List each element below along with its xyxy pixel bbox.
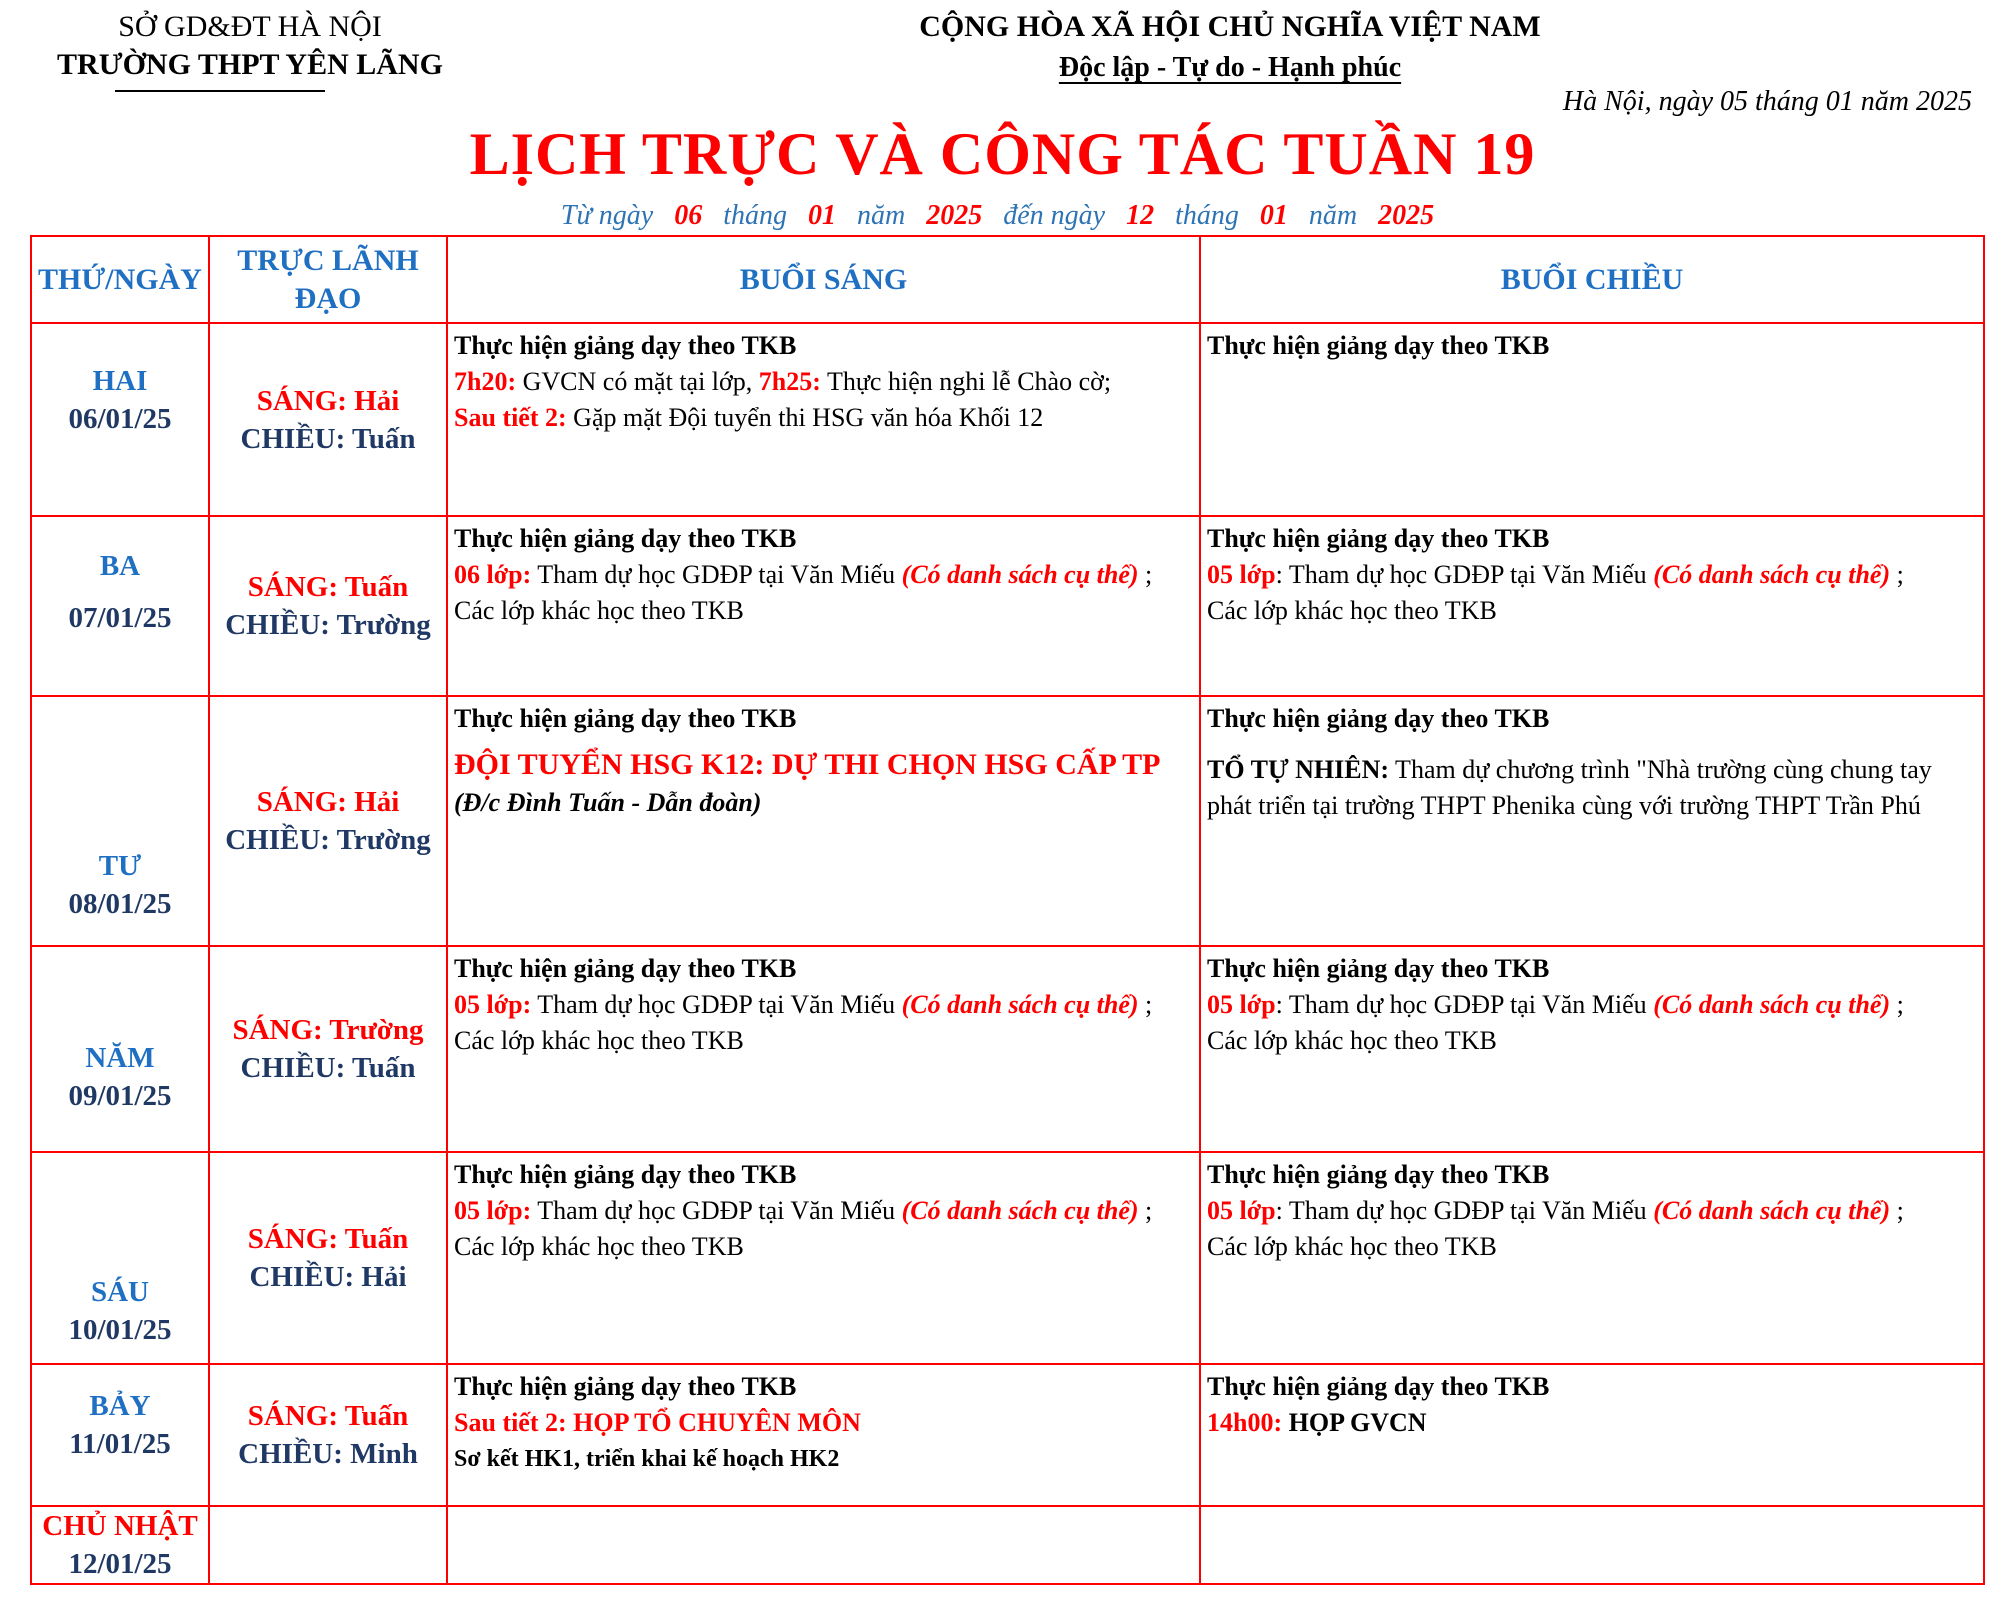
class-count: 05 lớp bbox=[1207, 560, 1276, 589]
day-name: NĂM bbox=[85, 1042, 155, 1074]
table-row bbox=[31, 1364, 1984, 1506]
table-row bbox=[31, 946, 1984, 1152]
table-header-row bbox=[31, 236, 1984, 323]
duty-cell bbox=[209, 1152, 447, 1364]
morning-duty-name: Tuấn bbox=[344, 571, 409, 603]
list-note: (Có danh sách cụ thể) bbox=[1653, 560, 1891, 589]
day-name: HAI bbox=[92, 365, 148, 397]
day-date: 06/01/25 bbox=[68, 403, 172, 435]
month-label: tháng bbox=[1175, 200, 1239, 231]
activity-text: Tham dự học GDĐP tại Văn Miếu bbox=[1282, 1196, 1654, 1225]
from-day: 06 bbox=[674, 200, 703, 231]
school-underline bbox=[115, 90, 325, 92]
school-name: TRƯỜNG THPT YÊN LÃNG bbox=[57, 48, 443, 81]
morning-prefix: SÁNG: bbox=[247, 1223, 345, 1255]
afternoon-duty-name: Tuấn bbox=[352, 422, 416, 455]
activity-line bbox=[454, 400, 1193, 436]
afternoon-duty-name: Trường bbox=[336, 609, 431, 641]
afternoon-activity bbox=[1200, 1364, 1984, 1506]
exam-leader: (Đ/c Đình Tuấn - Dẫn đoàn) bbox=[454, 788, 762, 817]
morning-duty bbox=[210, 1220, 446, 1258]
place-date: Hà Nội, ngày 05 tháng 01 năm 2025 bbox=[1562, 86, 1972, 117]
afternoon-duty bbox=[210, 1258, 446, 1296]
afternoon-prefix: CHIỀU: bbox=[225, 609, 337, 641]
separator: ; bbox=[1138, 560, 1153, 589]
duty-cell bbox=[209, 946, 447, 1152]
day-cell bbox=[31, 516, 209, 696]
teach-line: Thực hiện giảng dạy theo TKB bbox=[1207, 1160, 1550, 1189]
page-title: LỊCH TRỰC VÀ CÔNG TÁC TUẦN 19 bbox=[469, 121, 1536, 187]
day-cell bbox=[31, 323, 209, 516]
activity-line bbox=[1207, 1405, 1977, 1441]
meeting-line: Sau tiết 2: HỌP TỔ CHUYÊN MÔN bbox=[454, 1408, 861, 1437]
morning-duty bbox=[210, 1397, 446, 1435]
day-name: BA bbox=[99, 550, 141, 582]
afternoon-duty bbox=[210, 1435, 446, 1473]
morning-activity bbox=[447, 696, 1200, 946]
morning-duty-name: Hải bbox=[354, 786, 400, 818]
afternoon-duty-name: Trường bbox=[336, 824, 431, 856]
group-label: TỔ TỰ NHIÊN: bbox=[1207, 755, 1390, 784]
day-cell bbox=[31, 1506, 209, 1584]
activity-text: Tham dự học GDĐP tại Văn Miếu bbox=[531, 1196, 902, 1225]
separator: ; bbox=[1890, 560, 1904, 589]
exam-event: ĐỘI TUYỂN HSG K12: DỰ THI CHỌN HSG CẤP TP bbox=[454, 748, 1161, 781]
to-label: đến ngày bbox=[1003, 200, 1106, 231]
time-label: 7h20: bbox=[454, 367, 517, 396]
activity-text: Tham dự học GDĐP tại Văn Miếu bbox=[1282, 990, 1654, 1019]
activity-line: Các lớp khác học theo TKB bbox=[454, 1026, 744, 1055]
meeting-note: Sơ kết HK1, triển khai kế hoạch HK2 bbox=[454, 1446, 840, 1472]
activity-text: Gặp mặt Đội tuyển thi HSG văn hóa Khối 12 bbox=[566, 403, 1044, 432]
day-date: 11/01/25 bbox=[69, 1428, 171, 1460]
activity-text: GVCN có mặt tại lớp, bbox=[516, 367, 759, 396]
year-label: năm bbox=[856, 200, 906, 231]
from-month: 01 bbox=[807, 200, 836, 231]
morning-activity bbox=[447, 946, 1200, 1152]
col-header-morning: BUỔI SÁNG bbox=[447, 236, 1200, 323]
afternoon-activity bbox=[1200, 696, 1984, 946]
separator: ; bbox=[1138, 990, 1153, 1019]
day-date: 10/01/25 bbox=[68, 1314, 172, 1346]
list-note: (Có danh sách cụ thể) bbox=[1653, 1196, 1891, 1225]
duty-cell bbox=[209, 696, 447, 946]
table-row bbox=[31, 323, 1984, 516]
activity-line bbox=[454, 364, 1193, 400]
col-header-duty: TRỰC LÃNH ĐẠO bbox=[209, 236, 447, 323]
col-header-day: THỨ/NGÀY bbox=[31, 236, 209, 323]
activity-text: Tham dự học GDĐP tại Văn Miếu bbox=[1282, 560, 1654, 589]
separator: ; bbox=[1890, 1196, 1904, 1225]
afternoon-activity bbox=[1200, 1506, 1984, 1584]
morning-activity bbox=[447, 516, 1200, 696]
time-label: 14h00: bbox=[1207, 1408, 1283, 1437]
to-day: 12 bbox=[1126, 200, 1155, 231]
afternoon-activity bbox=[1200, 946, 1984, 1152]
morning-duty bbox=[210, 568, 446, 606]
table-row bbox=[31, 696, 1984, 946]
activity-line: 05 lớp: Tham dự học GDĐP tại Văn Miếu (Có danh sách cụ thể) ; bbox=[1207, 560, 1904, 589]
day-date: 12/01/25 bbox=[68, 1548, 172, 1580]
teach-line: Thực hiện giảng dạy theo TKB bbox=[454, 704, 797, 733]
afternoon-prefix: CHIỀU: bbox=[249, 1261, 362, 1293]
duty-cell bbox=[209, 323, 447, 516]
duty-cell bbox=[209, 1364, 447, 1506]
afternoon-duty bbox=[210, 420, 446, 458]
national-motto-text: Độc lập - Tự do - Hạnh phúc bbox=[1058, 52, 1402, 83]
month-label: tháng bbox=[723, 200, 787, 231]
class-count: 05 lớp: bbox=[454, 1196, 532, 1225]
afternoon-activity bbox=[1200, 323, 1984, 516]
afternoon-activity bbox=[1200, 1152, 1984, 1364]
class-count: 05 lớp: bbox=[454, 990, 532, 1019]
afternoon-duty bbox=[210, 1049, 446, 1087]
duty-cell bbox=[209, 516, 447, 696]
national-title: CỘNG HÒA XÃ HỘI CHỦ NGHĨA VIỆT NAM bbox=[919, 10, 1541, 43]
morning-duty-name: Tuấn bbox=[344, 1400, 409, 1432]
teach-line: Thực hiện giảng dạy theo TKB bbox=[454, 1160, 797, 1189]
day-cell bbox=[31, 1364, 209, 1506]
day-date: 09/01/25 bbox=[68, 1080, 172, 1112]
teach-line: Thực hiện giảng dạy theo TKB bbox=[1207, 1372, 1550, 1401]
separator: ; bbox=[1138, 1196, 1153, 1225]
list-note: (Có danh sách cụ thể) bbox=[901, 990, 1139, 1019]
day-name: CHỦ NHẬT bbox=[42, 1510, 198, 1542]
national-motto bbox=[860, 52, 1600, 84]
teach-line: Thực hiện giảng dạy theo TKB bbox=[1207, 331, 1550, 360]
activity-text: Tham dự học GDĐP tại Văn Miếu bbox=[531, 560, 902, 589]
day-date: 08/01/25 bbox=[68, 888, 172, 920]
duty-cell bbox=[209, 1506, 447, 1584]
morning-duty bbox=[210, 382, 446, 420]
morning-activity bbox=[447, 1506, 1200, 1584]
activity-line bbox=[454, 557, 1193, 593]
morning-duty-name: Tuấn bbox=[344, 1223, 409, 1255]
to-month: 01 bbox=[1259, 200, 1288, 231]
afternoon-duty-name: Tuấn bbox=[352, 1052, 416, 1084]
activity-line: 05 lớp: Tham dự học GDĐP tại Văn Miếu (Có danh sách cụ thể) ; bbox=[1207, 990, 1904, 1019]
list-note: (Có danh sách cụ thể) bbox=[1653, 990, 1891, 1019]
activity-line bbox=[454, 1193, 1193, 1229]
list-note: (Có danh sách cụ thể) bbox=[901, 1196, 1139, 1225]
activity-line bbox=[1207, 752, 1977, 824]
afternoon-duty bbox=[210, 821, 446, 859]
day-name: SÁU bbox=[90, 1276, 149, 1308]
morning-duty bbox=[210, 783, 446, 821]
teach-line: Thực hiện giảng dạy theo TKB bbox=[1207, 704, 1550, 733]
class-count: 05 lớp bbox=[1207, 990, 1276, 1019]
morning-prefix: SÁNG: bbox=[247, 1400, 345, 1432]
afternoon-duty bbox=[210, 606, 446, 644]
activity-line: Các lớp khác học theo TKB bbox=[1207, 596, 1497, 625]
time-label: 7h25: bbox=[758, 367, 821, 396]
day-name: BẢY bbox=[89, 1390, 151, 1422]
table-row bbox=[31, 1506, 1984, 1584]
activity-text: Tham dự chương trình "Nhà trường cùng chung tay phát triển tại trường THPT Phenika cùng với trường THPT Trần Phú bbox=[1207, 755, 1932, 820]
table-row bbox=[31, 516, 1984, 696]
col-header-afternoon: BUỔI CHIỀU bbox=[1200, 236, 1984, 323]
afternoon-prefix: CHIỀU: bbox=[240, 1052, 353, 1084]
activity-line: Các lớp khác học theo TKB bbox=[454, 1232, 744, 1261]
morning-activity bbox=[447, 323, 1200, 516]
day-cell bbox=[31, 1152, 209, 1364]
time-label: Sau tiết 2: bbox=[454, 403, 567, 432]
activity-line: 05 lớp: Tham dự học GDĐP tại Văn Miếu (Có danh sách cụ thể) ; bbox=[1207, 1196, 1904, 1225]
morning-duty bbox=[210, 1011, 446, 1049]
day-cell bbox=[31, 946, 209, 1152]
activity-line bbox=[454, 987, 1193, 1023]
morning-prefix: SÁNG: bbox=[256, 384, 355, 417]
to-year: 2025 bbox=[1378, 200, 1435, 231]
morning-activity bbox=[447, 1152, 1200, 1364]
morning-duty-name: Hải bbox=[354, 384, 400, 417]
day-cell bbox=[31, 696, 209, 946]
teach-line: Thực hiện giảng dạy theo TKB bbox=[1207, 524, 1550, 553]
teach-line: Thực hiện giảng dạy theo TKB bbox=[454, 954, 797, 983]
afternoon-activity bbox=[1200, 516, 1984, 696]
activity-text: Thực hiện nghi lễ Chào cờ; bbox=[820, 367, 1112, 396]
afternoon-duty-name: Minh bbox=[350, 1438, 418, 1470]
morning-prefix: SÁNG: bbox=[247, 571, 345, 603]
separator: ; bbox=[1890, 990, 1904, 1019]
morning-prefix: SÁNG: bbox=[232, 1014, 330, 1046]
teach-line: Thực hiện giảng dạy theo TKB bbox=[454, 524, 797, 553]
morning-duty-name: Trường bbox=[329, 1014, 424, 1046]
activity-line: Các lớp khác học theo TKB bbox=[1207, 1026, 1497, 1055]
afternoon-prefix: CHIỀU: bbox=[238, 1438, 351, 1470]
teach-line: Thực hiện giảng dạy theo TKB bbox=[1207, 954, 1550, 983]
department-name: SỞ GD&ĐT HÀ NỘI bbox=[118, 10, 382, 43]
teach-line: Thực hiện giảng dạy theo TKB bbox=[454, 1372, 797, 1401]
day-date: 07/01/25 bbox=[68, 602, 172, 634]
year-label: năm bbox=[1308, 200, 1358, 231]
activity-text: HỌP GVCN bbox=[1282, 1408, 1427, 1437]
from-label: Từ ngày bbox=[560, 200, 654, 231]
afternoon-prefix: CHIỀU: bbox=[240, 422, 353, 455]
date-range bbox=[0, 200, 2005, 232]
schedule-table bbox=[30, 235, 1985, 1585]
teach-line: Thực hiện giảng dạy theo TKB bbox=[454, 331, 797, 360]
list-note: (Có danh sách cụ thể) bbox=[901, 560, 1139, 589]
class-count: 06 lớp: bbox=[454, 560, 532, 589]
class-count: 05 lớp bbox=[1207, 1196, 1276, 1225]
afternoon-prefix: CHIỀU: bbox=[225, 824, 337, 856]
morning-prefix: SÁNG: bbox=[256, 786, 355, 818]
afternoon-duty-name: Hải bbox=[361, 1261, 407, 1293]
activity-line: Các lớp khác học theo TKB bbox=[1207, 1232, 1497, 1261]
activity-text: Tham dự học GDĐP tại Văn Miếu bbox=[531, 990, 902, 1019]
morning-activity bbox=[447, 1364, 1200, 1506]
from-year: 2025 bbox=[926, 200, 983, 231]
activity-line: Các lớp khác học theo TKB bbox=[454, 596, 744, 625]
table-row bbox=[31, 1152, 1984, 1364]
day-name: TƯ bbox=[98, 850, 142, 882]
